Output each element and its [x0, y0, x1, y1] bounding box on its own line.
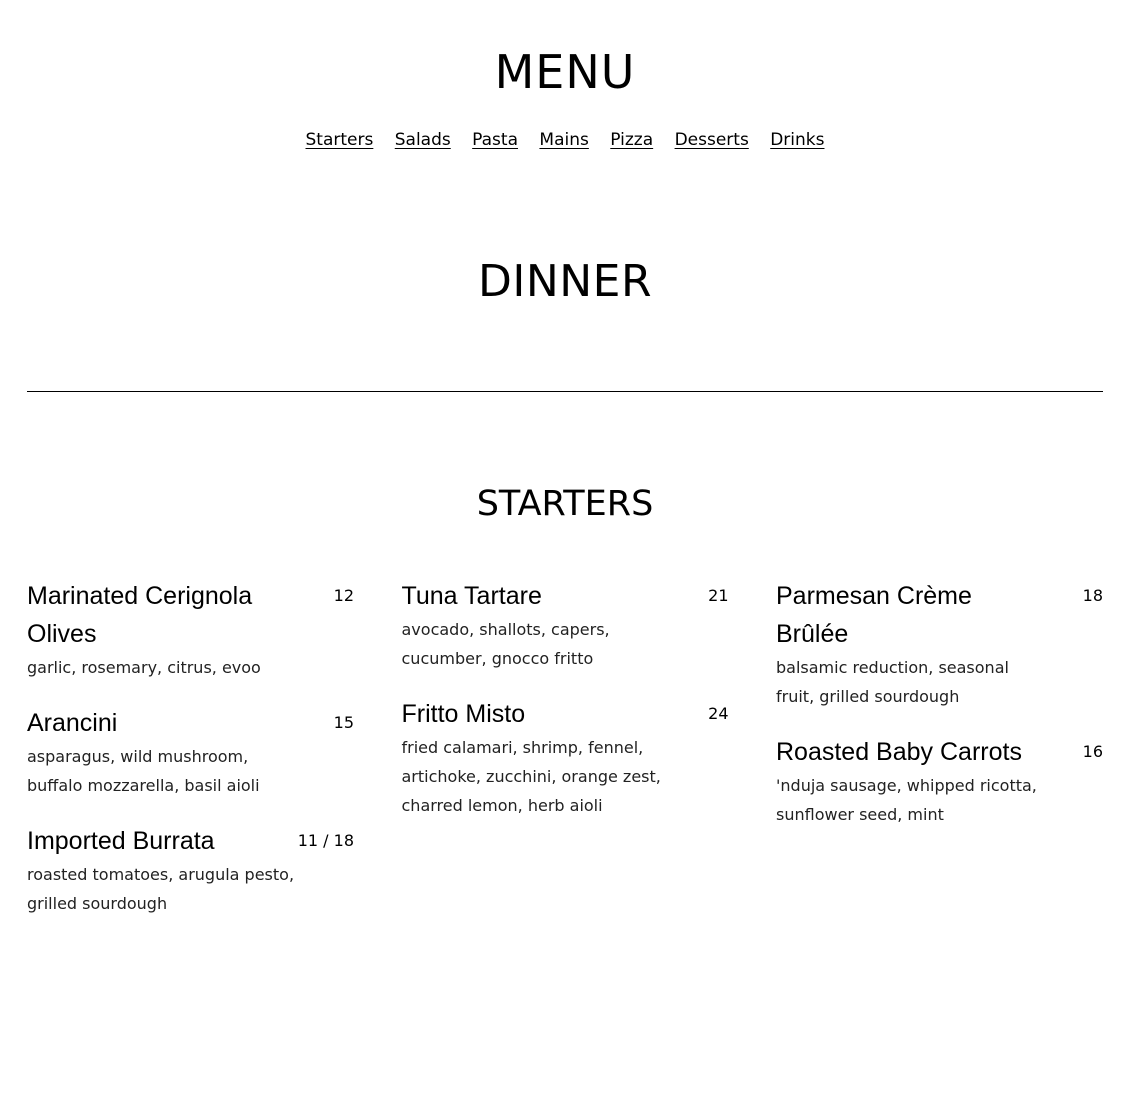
menu-item-price: 11 / 18 [297, 831, 354, 850]
menu-column-1 [27, 577, 354, 940]
menu-item-description: balsamic reduction, seasonal fruit, grilled sourdough [776, 658, 1009, 706]
menu-item-name: Imported Burrata [27, 827, 215, 855]
menu-item-name: Tuna Tartare [401, 582, 542, 610]
nav-link-salads[interactable]: Salads [394, 130, 451, 150]
menu-item [776, 577, 1103, 711]
nav-link-pizza[interactable]: Pizza [610, 130, 654, 150]
menu-item-header [27, 822, 354, 860]
menu-item-price: 16 [1082, 742, 1103, 761]
menu-item-description: fried calamari, shrimp, fennel, artichoke, zucchini, orange zest, charred lemon, herb aioli [401, 738, 661, 815]
menu-item-description: garlic, rosemary, citrus, evoo [27, 658, 261, 677]
menu-item-name: Fritto Misto [401, 700, 526, 728]
menu-item-description: roasted tomatoes, arugula pesto, grilled sourdough [27, 865, 295, 913]
menu-item-header [402, 695, 729, 733]
nav-link-pasta[interactable]: Pasta [472, 130, 519, 150]
menu-item-header [27, 704, 354, 742]
nav-link-drinks[interactable]: Drinks [770, 130, 825, 150]
menu-columns [27, 577, 1103, 940]
menu-item-name: Marinated Cerignola Olives [27, 582, 253, 648]
menu-item-price: 21 [708, 586, 729, 605]
menu-item-price: 12 [333, 586, 354, 605]
nav-link-starters[interactable]: Starters [305, 130, 374, 150]
menu-column-3 [776, 577, 1103, 940]
menu-item-header [776, 577, 1103, 653]
menu-item-header [27, 577, 354, 653]
section-nav [0, 128, 1130, 152]
menu-item-name: Arancini [27, 709, 118, 737]
menu-item-description: avocado, shallots, capers, cucumber, gnocco fritto [401, 620, 610, 668]
menu-item-price: 15 [333, 713, 354, 732]
page-title: MENU [494, 45, 636, 99]
menu-item-name: Roasted Baby Carrots [776, 738, 1022, 766]
menu-item [402, 695, 729, 820]
menu-item-header [776, 733, 1103, 771]
menu-item [27, 822, 354, 918]
menu-item [402, 577, 729, 673]
menu-heading: DINNER [477, 256, 653, 307]
menu-column-2 [402, 577, 729, 940]
menu-item-name: Parmesan Crème Brûlée [776, 582, 972, 648]
section-divider [27, 391, 1103, 392]
menu-item [27, 577, 354, 682]
menu-item-description: asparagus, wild mushroom, buffalo mozzarella, basil aioli [27, 747, 260, 795]
menu-item [27, 704, 354, 800]
nav-link-desserts[interactable]: Desserts [674, 130, 749, 150]
nav-link-mains[interactable]: Mains [539, 130, 589, 150]
section-title: STARTERS [476, 484, 654, 524]
menu-item-price: 24 [708, 704, 729, 723]
menu-item-header [402, 577, 729, 615]
menu-item-description: 'nduja sausage, whipped ricotta, sunflower seed, mint [776, 776, 1037, 824]
menu-item-price: 18 [1082, 586, 1103, 605]
menu-item [776, 733, 1103, 829]
